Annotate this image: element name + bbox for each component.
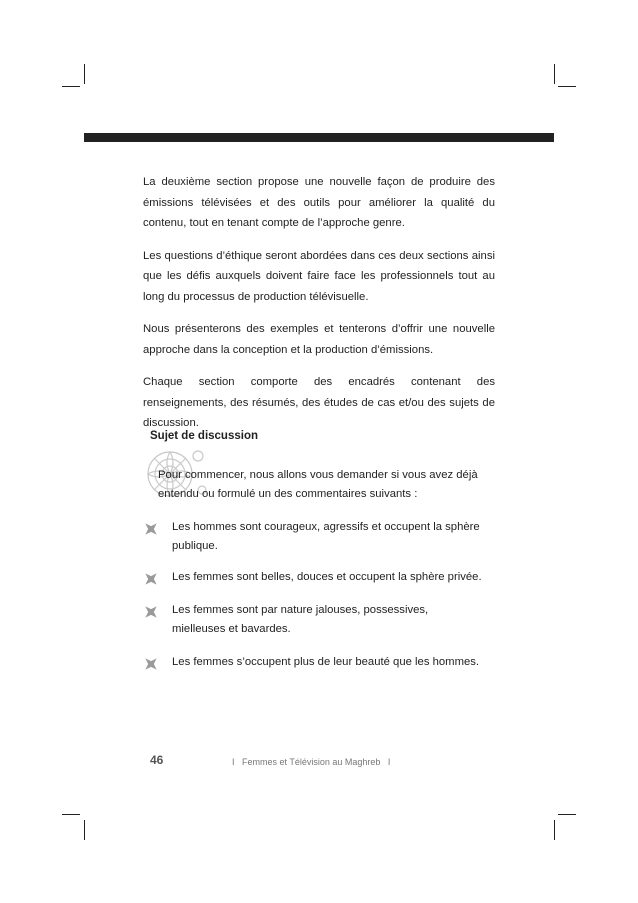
paragraph: Nous présenterons des exemples et tenterons d’offrir une nouvelle approche dans la conception et la production d’émissions. <box>143 323 495 356</box>
cross-star-icon <box>142 603 160 621</box>
list-item-text: Les hommes sont courageux, agressifs et occupent la sphère publique. <box>172 521 480 552</box>
discussion-intro: Pour commencer, nous allons vous demander si vous avez déjà entendu ou formulé un des commentaires suivants : <box>158 469 478 500</box>
header-rule <box>84 133 554 142</box>
crop-mark <box>558 814 576 815</box>
paragraph: Les questions d’éthique seront abordées dans ces deux sections ainsi que les défis auxquels doivent faire face les professionnels tout au long du processus de production télévisuelle. <box>143 249 495 303</box>
discussion-box <box>138 420 498 668</box>
crop-mark <box>84 820 85 840</box>
crop-mark <box>558 86 576 87</box>
crop-mark <box>62 86 80 87</box>
paragraph: Chaque section comporte des encadrés contenant des renseignements, des résumés, des études de cas et/ou des sujets de discussion. <box>143 376 495 429</box>
list-item-text: Les femmes sont par nature jalouses, possessives, mielleuses et bavardes. <box>172 604 429 635</box>
list-item-text: Les femmes sont belles, douces et occupent la sphère privée. <box>172 571 482 583</box>
page-number: 46 <box>150 753 164 767</box>
body-text <box>143 172 495 446</box>
paragraph: La deuxième section propose une nouvelle façon de produire des émissions télévisées et des outils pour améliorer la qualité du contenu, tout en tenant compte de l’approche genre. <box>143 176 495 229</box>
crop-mark <box>84 64 85 84</box>
crop-mark <box>62 814 80 815</box>
crop-mark <box>554 64 555 84</box>
crop-mark <box>554 820 555 840</box>
discussion-title: Sujet de discussion <box>150 430 258 442</box>
cross-star-icon <box>142 520 160 538</box>
cross-star-icon <box>142 570 160 588</box>
list-item-text: Les femmes s’occupent plus de leur beauté que les hommes. <box>172 656 480 668</box>
cross-star-icon <box>142 655 160 673</box>
running-footer: I Femmes et Télévision au Maghreb I <box>232 757 391 767</box>
